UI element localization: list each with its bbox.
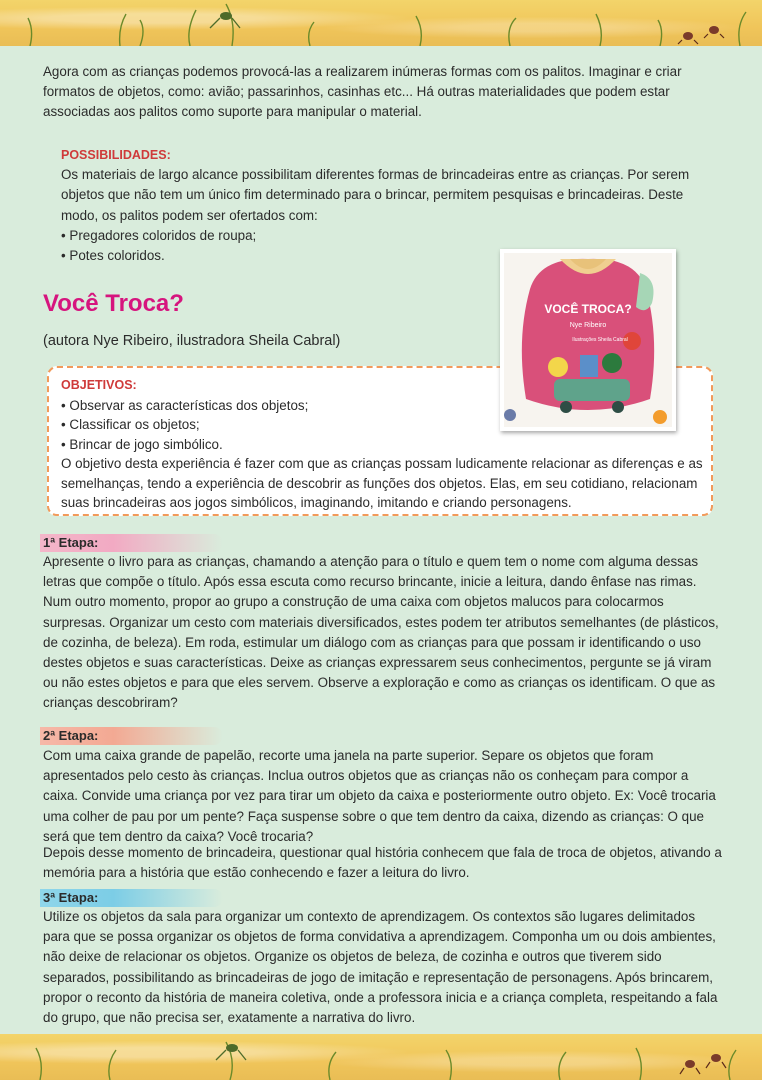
grasshopper-icon bbox=[210, 12, 240, 28]
ant-icon bbox=[678, 26, 724, 44]
list-item: • Brincar de jogo simbólico. bbox=[61, 436, 223, 452]
cover-author: Nye Ribeiro bbox=[569, 322, 607, 329]
possibilidades-heading: POSSIBILIDADES: bbox=[61, 148, 171, 162]
etapa-3-text: Utilize os objetos da sala para organizar um contexto de aprendizagem. Os contextos são lugares delimitados para que se possa organizar os objetos de forma convidativa a aprendizagem. Componha um ou dois ambientes, não deixe de relacionar os objetos. Organize os objetos de beleza, de cozinha e outros que tiverem sido separados, possibilitando as brincadeiras de jogo de imitação e representação de personagens. Após brincarem, propor o reconto da história de maneira coletiva, onde a professora inicia e a criança completa, respeitando a fala do grupo, que não precisa ser, exatamente a narrativa do livro. bbox=[43, 909, 718, 1026]
book-cover bbox=[500, 249, 676, 431]
top-decorative-band bbox=[0, 0, 762, 46]
list-item: • Classificar os objetos; bbox=[61, 417, 200, 432]
etapa-2-text-continued: Depois desse momento de brincadeira, questionar qual história conhecem que fala de troca de objetos, ativando a memória para a história que estão conhecendo e fazer a leitura do livro. bbox=[43, 845, 722, 881]
ant-icon bbox=[680, 1054, 726, 1074]
etapa-1-label: 1ª Etapa: bbox=[40, 534, 223, 552]
list-item: • Pregadores coloridos de roupa; bbox=[61, 227, 257, 243]
cover-illustrator: Ilustrações Sheila Cabral bbox=[572, 337, 628, 343]
bottom-decorative-band bbox=[0, 1034, 762, 1080]
intro-paragraph: Agora com as crianças podemos provocá-las a realizarem inúmeras formas com os palitos. Imaginar e criar formatos de objetos, como: avião; passarinhos, casinhas etc... Há outras materialidades que podem estar associadas aos palitos como suporte para manipular o material. bbox=[43, 64, 682, 120]
book-author-line: (autora Nye Ribeiro, ilustradora Sheila Cabral) bbox=[43, 333, 341, 349]
list-item: • Observar as características dos objetos; bbox=[61, 397, 309, 413]
etapa-2-label: 2ª Etapa: bbox=[40, 727, 223, 745]
cover-title: VOCÊ TROCA? bbox=[544, 302, 632, 316]
book-title: Você Troca? bbox=[43, 290, 184, 317]
possibilidades-text: Os materiais de largo alcance possibilitam diferentes formas de brincadeiras entre as crianças. Por serem objetos que não tem um único fim determinado para o brincar, permitem pesquisas e brincadeiras. Deste modo, os palitos podem ser ofertados com: bbox=[61, 167, 690, 223]
etapa-3-label: 3ª Etapa: bbox=[40, 889, 223, 907]
list-item: • Potes coloridos. bbox=[61, 248, 165, 264]
objetivos-text: O objetivo desta experiência é fazer com que as crianças possam ludicamente relacionar as diferenças e as semelhanças, tendo a experiência de descobrir as funções dos objetos. Elas, em seu cotidiano, relacionam suas brincadeiras aos jogos simbólicos, imaginando, imitando e criando personagens. bbox=[61, 456, 703, 510]
book-cover-illustration bbox=[500, 249, 676, 431]
etapa-2-text: Com uma caixa grande de papelão, recorte uma janela na parte superior. Separe os objetos que foram apresentados pelo cesto às crianças. Inclua outros objetos que as crianças não os conheçam para compor a caixa. Convide uma criança por vez para tirar um objeto da caixa e posteriormente outro objeto. Ex: Você trocaria uma colher de pau por um pente? Faça suspense sobre o que tem dentro da caixa, dizendo as crianças: O que será que tem dentro da caixa? Você trocaria? bbox=[43, 748, 716, 844]
etapa-1-text: Apresente o livro para as crianças, chamando a atenção para o título e quem tem o nome com alguma dessas letras que compõe o título. Após essa escuta como recurso brincante, inicie a leitura, dando ênfase nas rimas. Num outro momento, propor ao grupo a construção de uma caixa com objetos malucos para colocarmos surpresas. Organizar um cesto com materiais diversificados, estes podem ter atributos semelhantes (de plásticos, de cozinha, de beleza). Em roda, estimular um diálogo com as crianças para que possam ir identificando o uso destes objetos e suas características. Deixe as crianças expressarem seus conhecimentos, pergunte se já viram ou não estes objetos e para que eles servem. Observe a exploração e como as crianças os identificam. O que as crianças descobriram? bbox=[43, 554, 719, 711]
objetivos-heading: OBJETIVOS: bbox=[61, 378, 137, 392]
grass-illustration bbox=[0, 0, 762, 46]
grass-illustration bbox=[0, 1034, 762, 1080]
